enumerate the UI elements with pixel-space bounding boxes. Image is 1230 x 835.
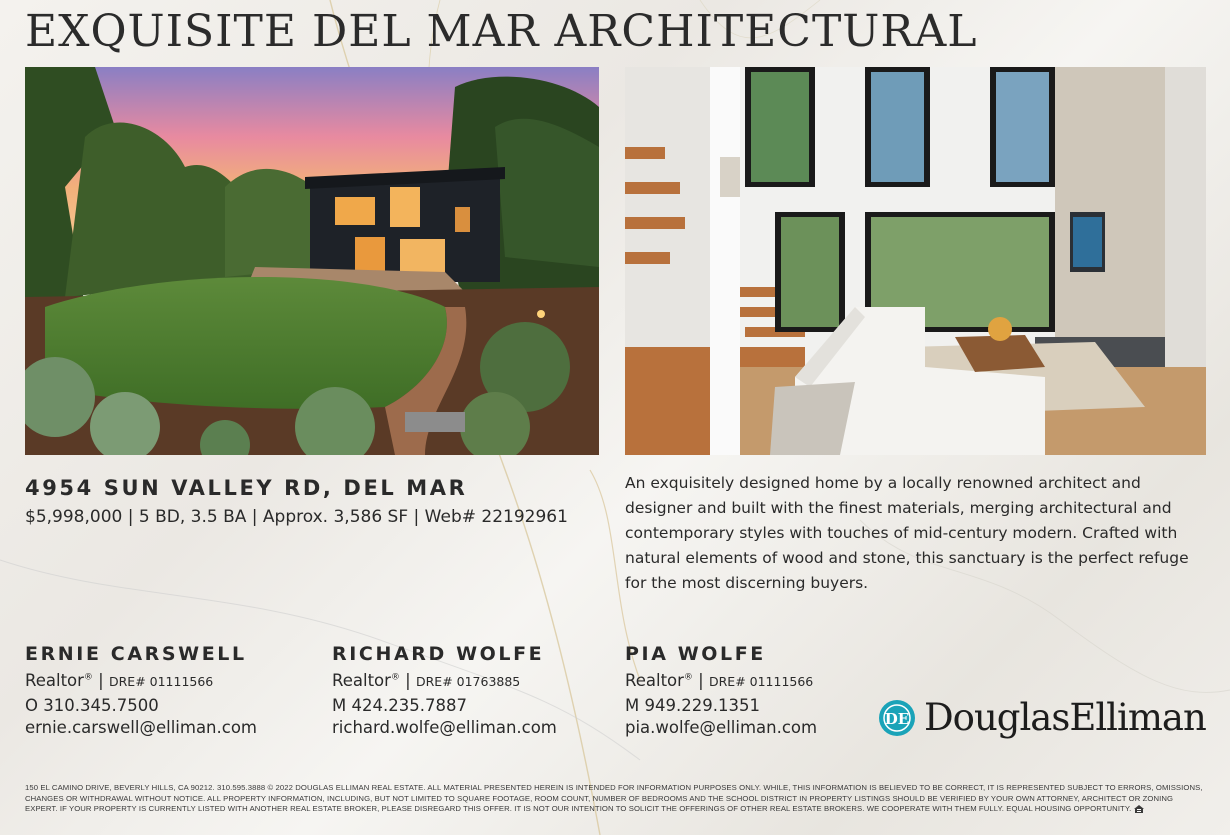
headline: EXQUISITE DEL MAR ARCHITECTURAL — [25, 6, 978, 57]
agent-phone[interactable]: M 424.235.7887 — [332, 696, 467, 715]
agent-title: Realtor® | DRE# 01111566 — [625, 671, 814, 690]
de-monogram-icon — [878, 699, 916, 737]
equal-housing-icon — [1134, 805, 1144, 813]
interior-photo — [625, 67, 1206, 455]
agent-email[interactable]: richard.wolfe@elliman.com — [332, 718, 557, 737]
agent-name: RICHARD WOLFE — [332, 643, 545, 665]
agent-phone[interactable]: M 949.229.1351 — [625, 696, 760, 715]
agent-phone[interactable]: O 310.345.7500 — [25, 696, 159, 715]
agent-email[interactable]: ernie.carswell@elliman.com — [25, 718, 257, 737]
agent-card-ernie-carswell — [25, 643, 257, 739]
agent-title: Realtor® | DRE# 01763885 — [332, 671, 521, 690]
logo-wordmark: DouglasElliman — [924, 696, 1206, 739]
agent-name: PIA WOLFE — [625, 643, 766, 665]
exterior-photo — [25, 67, 599, 455]
agent-card-richard-wolfe — [332, 643, 557, 739]
property-description: An exquisitely designed home by a locally renowned architect and designer and built with the finest materials, merging architectural and contemporary styles with touches of mid-century modern. Crafted with natural elements of wood and stone, this sanctuary is the perfect refuge for the most discerning buyers. — [625, 474, 1189, 592]
property-facts: $5,998,000 | 5 BD, 3.5 BA | Approx. 3,586 SF | Web# 22192961 — [25, 507, 568, 527]
agent-dre: DRE# 01111566 — [708, 674, 814, 689]
agent-dre: DRE# 01111566 — [108, 674, 214, 689]
svg-text:DE: DE — [884, 709, 910, 728]
agent-dre: DRE# 01763885 — [415, 674, 521, 689]
property-address: 4954 SUN VALLEY RD, DEL MAR — [25, 476, 468, 500]
agent-email[interactable]: pia.wolfe@elliman.com — [625, 718, 818, 737]
agent-title: Realtor® | DRE# 01111566 — [25, 671, 214, 690]
legal-disclaimer: 150 EL CAMINO DRIVE, BEVERLY HILLS, CA 90212. 310.595.3888 © 2022 DOUGLAS ELLIMAN REAL ESTATE. ALL MATERIAL PRESENTED HEREIN IS INTENDED FOR INFORMATION PURPOSES ONLY. WHILE, THIS INFORMATION IS BELIEVED TO BE CORRECT, IT IS REPRESENTED SUBJECT TO ERRORS, OMISSIONS, CHANGES OR WITHDRAWAL WITHOUT NOTICE. ALL PROPERTY INFORMATION, INCLUDING, BUT NOT LIMITED TO SQUARE FOOTAGE, ROOM COUNT, NUMBER OF BEDROOMS AND THE SCHOOL DISTRICT IN PROPERTY LISTINGS SHOULD BE VERIFIED BY YOUR OWN ATTORNEY, ARCHITECT OR ZONING EXPERT. IF YOUR PROPERTY IS CURRENTLY LISTED WITH ANOTHER REAL ESTATE BROKER, PLEASE DISREGARD THIS OFFER. IT IS NOT OUR INTENTION TO SOLICIT THE OFFERINGS OF OTHER REAL ESTATE BROKERS. WE COOPERATE WITH THEM FULLY. EQUAL HOUSING OPPORTUNITY. — [25, 783, 1203, 813]
douglas-elliman-logo — [878, 696, 1206, 739]
agent-name: ERNIE CARSWELL — [25, 643, 247, 665]
agent-card-pia-wolfe — [625, 643, 817, 739]
